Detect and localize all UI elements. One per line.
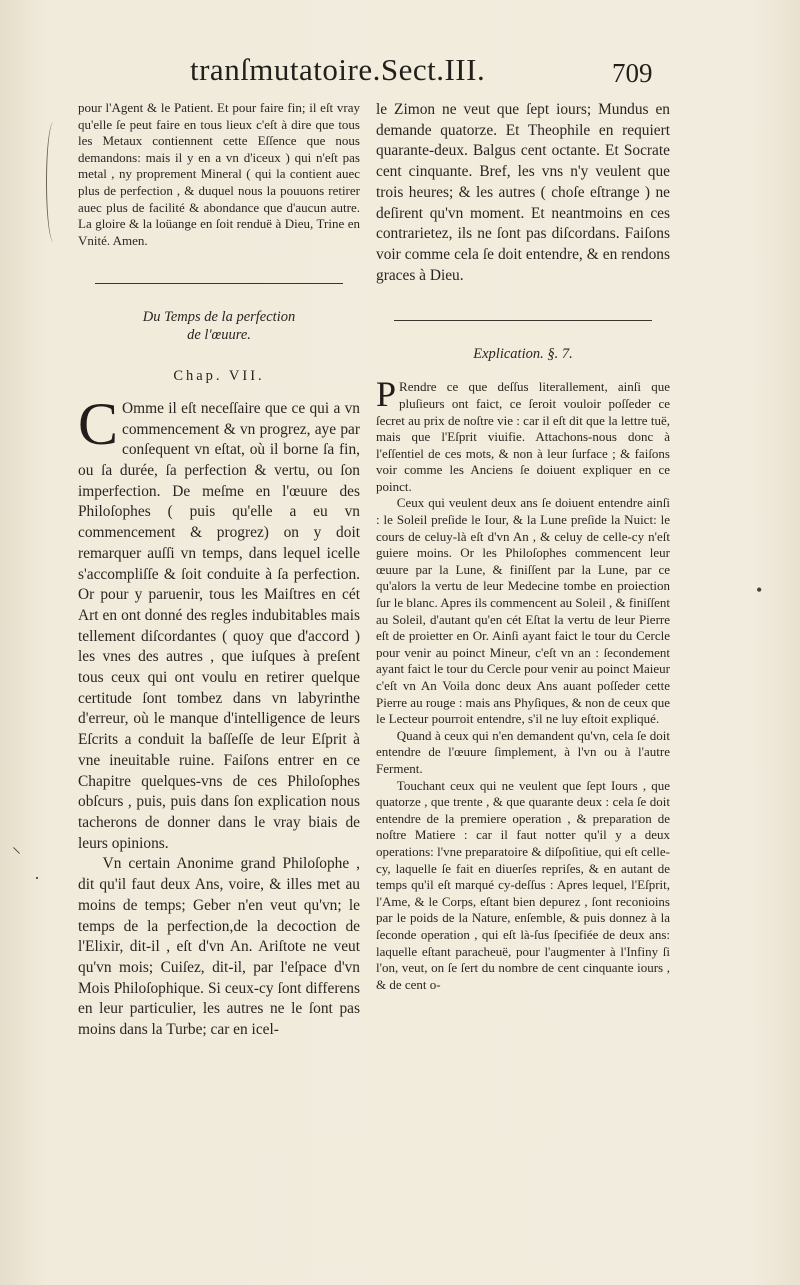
- explication-paragraph-3: Quand à ceux qui n'en demandent qu'vn, cela ſe doit entendre de l'œuure ſimplement, à l'vn ou à l'autre Ferment.: [376, 727, 670, 776]
- explication-section-number: §. 7.: [547, 346, 573, 363]
- explication-heading: [376, 345, 670, 363]
- dropcap-letter: P: [376, 374, 397, 415]
- explication-paragraph-2: Ceux qui veulent deux ans ſe doiuent entendre ainſi : le Soleil preſide le Iour, & la Lune preſide la Nuict: le cours de celuy-là eſt d'vn An , & celuy de celle-cy n'eſt guiere moins. Or les Philoſophes commencent leur œuure par la Lune, & finiſſent par la Lune, par ce qu'alors la vertu de leur Medecine tombe en proiection ſur le blanc. Apres ils commencent au Soleil , & finiſſent au Soleil, d'autant qu'en cét Eſtat la vertu de leur Pierre eſt de proietter en Or. Ainſi ayant faict le tour du Cercle pour venir au poinct Mineur, c'eſt vn an : ſecondement ayant faict le tour du Cercle pour venir au poinct Maieur c'eſt vn An Voila donc deux Ans auant poſſeder cette Pierre au rouge : mais ans Phyſiques, & non de ceux que le Lecteur pourroit entendre, s'il ne luy eſtoit expliqué.: [376, 495, 670, 727]
- section-heading-line-2: de l'œuure.: [187, 327, 251, 344]
- explication-body: [376, 374, 670, 993]
- section-heading: [78, 308, 360, 344]
- explication-paragraph-1-text: Rendre ce que deſſus literallement, ainſi que pluſieurs ont faict, ce ſeroit vouloir poſſeder ce ſecret au prix de noſtre vie : car il eſt dit que la lettre tuë, mais que l'Eſprit viuifie. Attachons-nous donc à l'eſſentiel de ces mots, & non à leur ſurface ; & faiſons voir comme les Anciens ſe doiuent expliquer en ce poinct.: [376, 379, 670, 494]
- dropcap-letter: C: [78, 390, 119, 457]
- margin-bracket-mark: [46, 122, 61, 242]
- chapter-body: [78, 390, 360, 1041]
- section-heading-line-1: Du Temps de la perfection: [142, 309, 296, 326]
- right-continuation-text: le Zimon ne veut que ſept iours; Mundus en demande quatorze. Et Theophile en requiert quarante-deux. Balgus cent octante. Et Socrate cent cinquante. Bref, les vns n'y veulent que trois heures; & les autres ( choſe eſtrange ) ne deſirent qu'vn moment. Et neantmoins en ces contrarietez, ils ne ſont pas diſcordans. Faiſons voir comme cela ſe doit entendre, & en rendons graces à Dieu.: [376, 101, 670, 284]
- explication-paragraph-4: Touchant ceux qui ne veulent que ſept Iours , que quatorze , que trente , & que quarante deux : cela ſe doit entendre de la premiere operation , & preparation de noſtre Matiere : car il faut notter qu'il y a deux operations: l'vne preparatoire & diſpoſitiue, qui eſt celle-cy, laquelle ſe fait en diuerſes repriſes, & en autant de temps qu'il eſt marqué cy-deſſus : Apres lequel, l'Eſprit, l'Ame, & le Corps, eſtant bien depurez , ſont reconioins par le poids de la Nature, enſemble, & puis donnez à la ſeconde operation , qui eſt là-ſus ſpecifiée de deux ans: laquelle eſtant paracheuë, pour l'augmenter à l'Infiny ſi l'on, veut, on ſe ſert du nombre de cent cinquante iours , & de cent o-: [376, 777, 670, 992]
- running-title: tranſmutatoire.Sect.III.: [190, 52, 486, 87]
- explication-label: Explication.: [473, 346, 544, 363]
- chapter-paragraph-2: Vn certain Anonime grand Philoſophe , dit qu'il faut deux Ans, voire, & illes met au moins de temps; Geber n'en veut qu'vn; le temps de la perfection,de la decoction de l'Elixir, dit-il , eſt d'vn An. Ariſtote ne veut qu'vn mois; Cuiſez, dit-il, par l'eſpace d'vn Mois Philoſophique. Si ceux-cy ſont differens en leur particulier, les autres ne le ſont pas moins dans la Turbe; car en icel-: [78, 855, 360, 1039]
- margin-ink-mark: •: [756, 580, 763, 600]
- chapter-label: Chap. VII.: [173, 368, 265, 385]
- margin-ink-mark: ·: [34, 868, 40, 888]
- running-head: [0, 52, 800, 92]
- left-column: [78, 100, 360, 1041]
- page-number: 709: [612, 58, 653, 88]
- section-divider: [95, 283, 343, 284]
- chapter-paragraph-1-text: Omme il eſt neceſſaire que ce qui a vn commencement & vn progrez, aye par conſequent vn eſtat, où il borne ſa fin, ou ſa durée, ſa perfection & vertu, ou ſon imperfection. De meſme en l'œuure des Philoſophes ( puis qu'elle a eu vn commencement & progrez) on y doit remarquer auſſi vn temps, dans lequel icelle s'accompliſſe & ſoit conduite à ſa perfection. Or pour y paruenir, tous les Maiſtres en cét Art en ont donné des regles indubitables mais tellement diſcordantes ( quoy que d'accord ) les vnes des autres , que iuſques à preſent tous ceux qui ont voulu en retirer quelque certitude ſont tombez dans vn labyrinthe d'erreur, où le manque d'intelligence de leurs Eſcrits a conduit la baſſeſſe de leur Eſprit à vne ineuitable ruine. Faiſons entrer en ce Chapitre quelques-vns de ces Philoſophes obſcurs , puis, puis dans ſon explication nous tacherons de donner dans le vray biais de leurs opinions.: [78, 399, 360, 852]
- explication-paragraph-1: [376, 374, 670, 495]
- left-continuation-text: pour l'Agent & le Patient. Et pour faire fin; il eſt vray qu'elle ſe peut faire en tous lieux c'eſt à dire que tous les Metaux contiennent cette Eſſence que nous demandons: mais il y en a vn d'iceux ) qui n'eſt pas metal , ny proprement Mineral ( qui la contient auec plus de perfection , & duquel nous la pouuons retirer auec plus de facilité & abondance que d'aucun autre. La gloire & la loüange en ſoit renduë à Dieu, Trine en Vnité. Amen.: [78, 100, 360, 248]
- right-column: [376, 100, 670, 993]
- chapter-paragraph-1: [78, 390, 360, 854]
- margin-ink-mark: ⸌: [12, 844, 21, 864]
- section-divider: [394, 320, 653, 321]
